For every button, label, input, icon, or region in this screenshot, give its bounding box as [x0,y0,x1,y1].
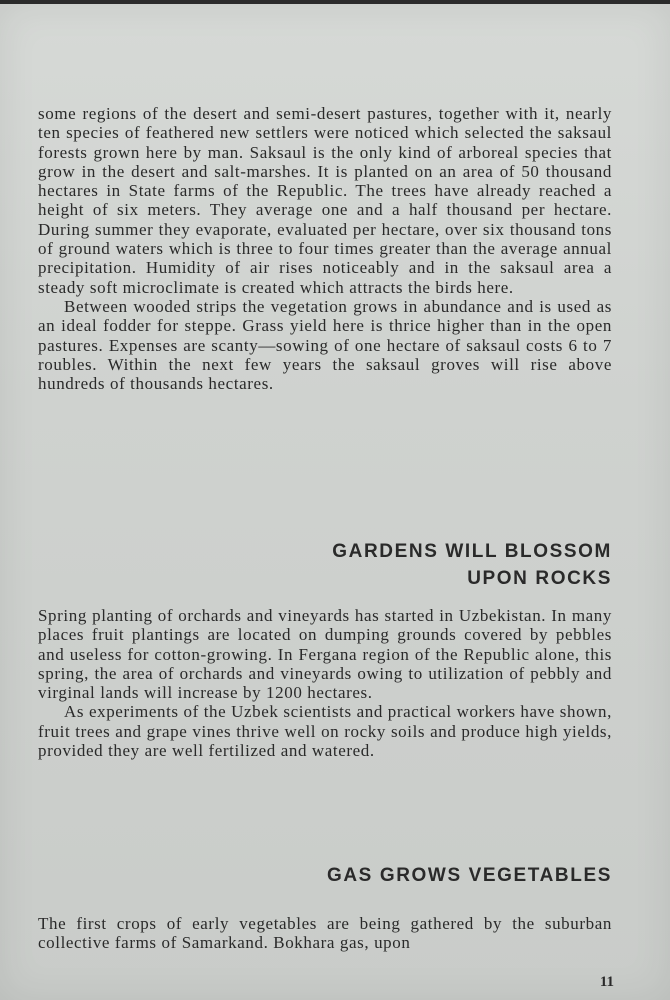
paragraph: As experiments of the Uzbek scientists and practical workers have shown, fruit trees and grape vines thrive well on rocky soils and produce high yields, provided they are well fertilized and watered. [38,702,612,761]
heading-line: GAS GROWS VEGETABLES [326,865,612,886]
paragraph: Spring planting of orchards and vineyards has started in Uzbekistan. In many places fruit plantings are located on dumping grounds covered by pebbles and useless for cotton-growing. In Fergana region of the Republic alone, this spring, the area of orchards and vineyards owing to utilization of pebbly and virginal lands will increase by 1200 hectares. [38,606,612,703]
gardens-article-heading [332,538,612,592]
gardens-article-body [38,606,612,760]
paragraph: Between wooded strips the vegetation grows in abundance and is used as an ideal fodder for steppe. Grass yield here is thrice higher than in the open pastures. Expenses are scanty—sowing of one hectare of saksaul costs 6 to 7 roubles. Within the next few years the saksaul groves will rise above hundreds of thousands hectares. [38,296,612,394]
heading-line: GARDENS WILL BLOSSOM [332,541,612,562]
gas-article-heading [327,862,612,889]
page-number: 11 [599,974,614,990]
book-page [0,4,670,1000]
gas-article-body [38,914,612,953]
saksaul-article-body [38,104,612,393]
paragraph: The first crops of early vegetables are being gathered by the suburban collective farms of Samarkand. Bokhara gas, upon [38,914,612,953]
paragraph: some regions of the desert and semi-desert pastures, together with it, nearly ten species of feathered new settlers were noticed which selected the saksaul forests grown here by man. Saksaul is the only kind of arboreal species that grow in the desert and salt-marshes. It is planted on an area of 50 thousand hectares in State farms of the Republic. The trees have already reached a height of six meters. They average one and a half thousand per hectare. During summer they evaporate, evaluated per hectare, over six thousand tons of ground waters which is three to four times greater than the average annual precipitation. Humidity of air rises noticeably and in the saksaul area a steady soft microclimate is created which attracts the birds here. [38,104,612,297]
heading-line: UPON ROCKS [467,568,612,589]
